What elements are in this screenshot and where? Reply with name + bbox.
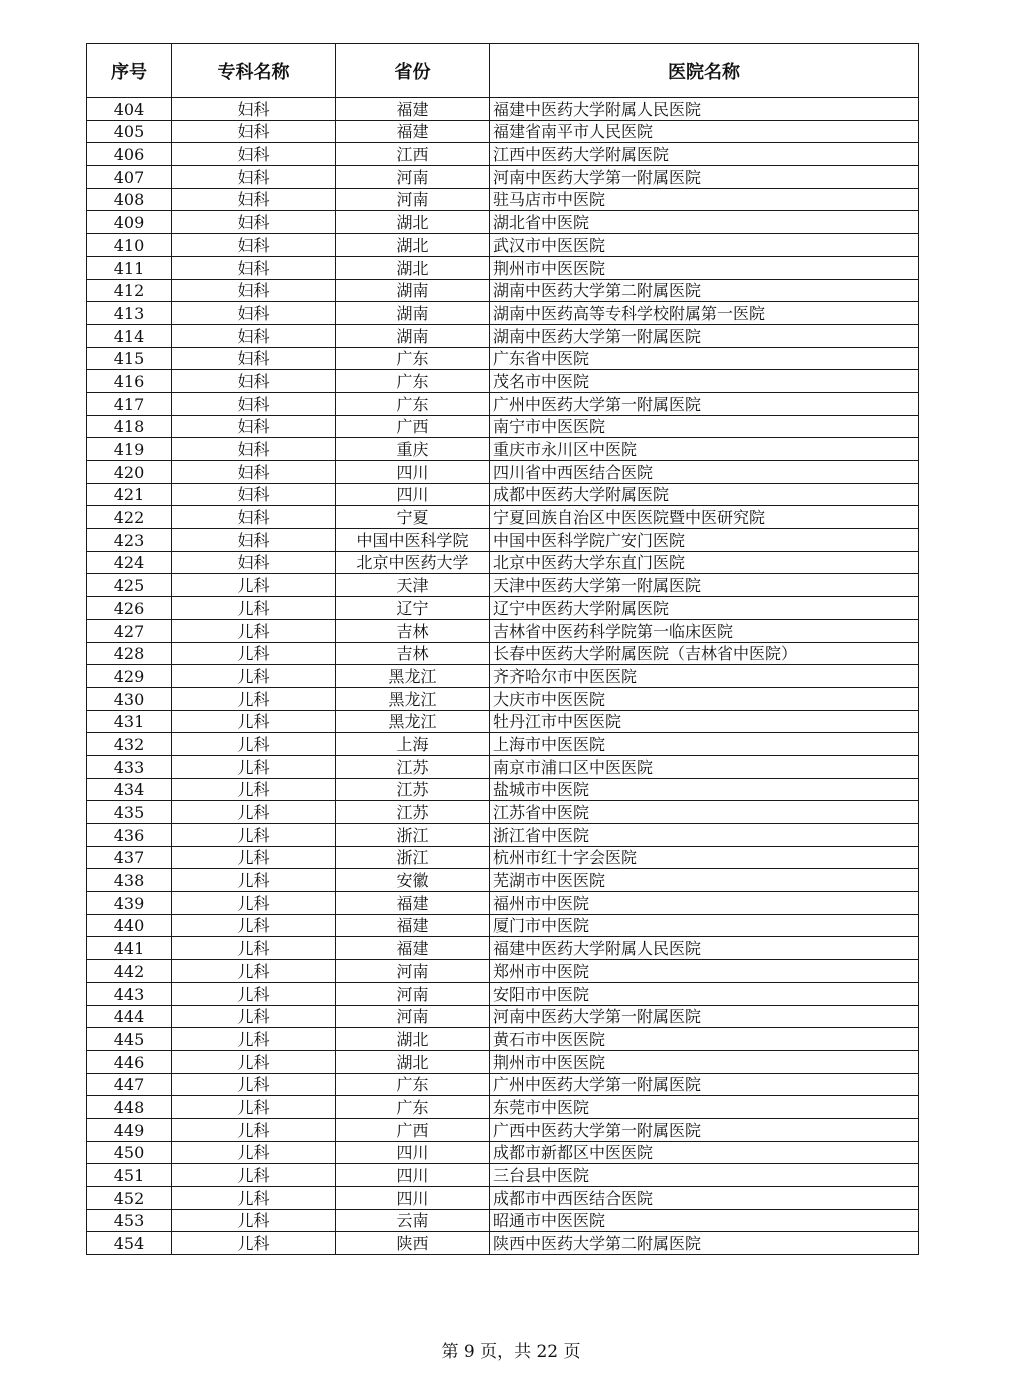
cell-serial-number: 443 — [87, 982, 172, 1005]
table-row — [87, 574, 919, 597]
cell-serial-number: 453 — [87, 1209, 172, 1232]
table-row — [87, 619, 919, 642]
table-row — [87, 370, 919, 393]
table-row — [87, 892, 919, 915]
cell-hospital-name: 三台县中医院 — [490, 1164, 919, 1187]
table-row — [87, 846, 919, 869]
cell-hospital-name: 湖南中医药大学第一附属医院 — [490, 324, 919, 347]
cell-province: 湖南 — [336, 324, 490, 347]
cell-serial-number: 431 — [87, 710, 172, 733]
cell-province: 湖北 — [336, 234, 490, 257]
cell-province: 河南 — [336, 960, 490, 983]
cell-hospital-name: 南京市浦口区中医医院 — [490, 755, 919, 778]
cell-specialty: 儿科 — [172, 892, 336, 915]
cell-specialty: 妇科 — [172, 461, 336, 484]
cell-specialty: 儿科 — [172, 824, 336, 847]
table-row — [87, 256, 919, 279]
cell-hospital-name: 吉林省中医药科学院第一临床医院 — [490, 619, 919, 642]
cell-serial-number: 433 — [87, 755, 172, 778]
cell-province: 上海 — [336, 733, 490, 756]
table-row — [87, 1005, 919, 1028]
table-row — [87, 551, 919, 574]
cell-province: 安徽 — [336, 869, 490, 892]
cell-specialty: 儿科 — [172, 1096, 336, 1119]
cell-hospital-name: 齐齐哈尔市中医医院 — [490, 665, 919, 688]
table-row — [87, 392, 919, 415]
cell-serial-number: 437 — [87, 846, 172, 869]
cell-serial-number: 438 — [87, 869, 172, 892]
cell-hospital-name: 牡丹江市中医医院 — [490, 710, 919, 733]
cell-province: 福建 — [336, 937, 490, 960]
cell-specialty: 妇科 — [172, 392, 336, 415]
table-row — [87, 1141, 919, 1164]
cell-specialty: 儿科 — [172, 733, 336, 756]
cell-serial-number: 405 — [87, 120, 172, 143]
cell-province: 四川 — [336, 1187, 490, 1210]
table-row — [87, 188, 919, 211]
cell-hospital-name: 荆州市中医医院 — [490, 256, 919, 279]
cell-hospital-name: 河南中医药大学第一附属医院 — [490, 1005, 919, 1028]
cell-specialty: 妇科 — [172, 98, 336, 121]
cell-specialty: 妇科 — [172, 506, 336, 529]
cell-province: 黑龙江 — [336, 687, 490, 710]
cell-hospital-name: 广西中医药大学第一附属医院 — [490, 1118, 919, 1141]
cell-specialty: 儿科 — [172, 1232, 336, 1255]
cell-hospital-name: 福建省南平市人民医院 — [490, 120, 919, 143]
cell-serial-number: 406 — [87, 143, 172, 166]
cell-province: 四川 — [336, 483, 490, 506]
cell-hospital-name: 辽宁中医药大学附属医院 — [490, 597, 919, 620]
cell-serial-number: 445 — [87, 1028, 172, 1051]
cell-province: 福建 — [336, 892, 490, 915]
table-row — [87, 1187, 919, 1210]
table-row — [87, 960, 919, 983]
table-row — [87, 733, 919, 756]
cell-province: 辽宁 — [336, 597, 490, 620]
cell-hospital-name: 大庆市中医医院 — [490, 687, 919, 710]
table-row — [87, 483, 919, 506]
cell-serial-number: 446 — [87, 1050, 172, 1073]
cell-specialty: 妇科 — [172, 120, 336, 143]
cell-serial-number: 410 — [87, 234, 172, 257]
table-row — [87, 1118, 919, 1141]
cell-serial-number: 451 — [87, 1164, 172, 1187]
cell-province: 湖北 — [336, 211, 490, 234]
cell-serial-number: 425 — [87, 574, 172, 597]
cell-province: 江西 — [336, 143, 490, 166]
cell-specialty: 妇科 — [172, 143, 336, 166]
cell-serial-number: 452 — [87, 1187, 172, 1210]
table-row — [87, 1050, 919, 1073]
cell-serial-number: 449 — [87, 1118, 172, 1141]
table-row — [87, 234, 919, 257]
cell-serial-number: 423 — [87, 529, 172, 552]
cell-serial-number: 434 — [87, 778, 172, 801]
cell-specialty: 儿科 — [172, 982, 336, 1005]
cell-serial-number: 411 — [87, 256, 172, 279]
cell-serial-number: 447 — [87, 1073, 172, 1096]
cell-province: 广东 — [336, 1096, 490, 1119]
cell-province: 吉林 — [336, 619, 490, 642]
cell-province: 湖南 — [336, 302, 490, 325]
cell-specialty: 妇科 — [172, 302, 336, 325]
cell-specialty: 妇科 — [172, 483, 336, 506]
cell-hospital-name: 福建中医药大学附属人民医院 — [490, 937, 919, 960]
cell-province: 福建 — [336, 98, 490, 121]
cell-province: 福建 — [336, 914, 490, 937]
cell-province: 重庆 — [336, 438, 490, 461]
cell-specialty: 妇科 — [172, 370, 336, 393]
cell-province: 河南 — [336, 188, 490, 211]
cell-specialty: 儿科 — [172, 914, 336, 937]
cell-serial-number: 415 — [87, 347, 172, 370]
cell-province: 江苏 — [336, 778, 490, 801]
cell-hospital-name: 湖北省中医院 — [490, 211, 919, 234]
cell-specialty: 儿科 — [172, 1005, 336, 1028]
cell-hospital-name: 武汉市中医医院 — [490, 234, 919, 257]
cell-province: 河南 — [336, 1005, 490, 1028]
table-row — [87, 506, 919, 529]
cell-province: 陕西 — [336, 1232, 490, 1255]
cell-serial-number: 430 — [87, 687, 172, 710]
cell-hospital-name: 浙江省中医院 — [490, 824, 919, 847]
table-row — [87, 801, 919, 824]
page-footer: 第 9 页，共 22 页 — [441, 1342, 581, 1362]
cell-specialty: 儿科 — [172, 665, 336, 688]
table-row — [87, 279, 919, 302]
cell-specialty: 儿科 — [172, 755, 336, 778]
cell-specialty: 儿科 — [172, 687, 336, 710]
cell-serial-number: 420 — [87, 461, 172, 484]
cell-hospital-name: 北京中医药大学东直门医院 — [490, 551, 919, 574]
cell-hospital-name: 茂名市中医院 — [490, 370, 919, 393]
cell-serial-number: 439 — [87, 892, 172, 915]
cell-serial-number: 419 — [87, 438, 172, 461]
cell-specialty: 儿科 — [172, 778, 336, 801]
cell-province: 中国中医科学院 — [336, 529, 490, 552]
table-row — [87, 869, 919, 892]
cell-hospital-name: 上海市中医医院 — [490, 733, 919, 756]
cell-province: 福建 — [336, 120, 490, 143]
table-row — [87, 143, 919, 166]
cell-hospital-name: 广州中医药大学第一附属医院 — [490, 1073, 919, 1096]
cell-hospital-name: 郑州市中医院 — [490, 960, 919, 983]
cell-serial-number: 421 — [87, 483, 172, 506]
cell-province: 湖北 — [336, 1028, 490, 1051]
cell-serial-number: 413 — [87, 302, 172, 325]
cell-province: 浙江 — [336, 846, 490, 869]
cell-specialty: 妇科 — [172, 256, 336, 279]
cell-province: 广东 — [336, 347, 490, 370]
cell-hospital-name: 江西中医药大学附属医院 — [490, 143, 919, 166]
table-row — [87, 438, 919, 461]
cell-specialty: 儿科 — [172, 937, 336, 960]
cell-hospital-name: 成都市中西医结合医院 — [490, 1187, 919, 1210]
header-province: 省份 — [336, 44, 490, 98]
cell-hospital-name: 湖南中医药大学第二附属医院 — [490, 279, 919, 302]
cell-specialty: 妇科 — [172, 188, 336, 211]
cell-hospital-name: 厦门市中医院 — [490, 914, 919, 937]
cell-serial-number: 407 — [87, 166, 172, 189]
table-row — [87, 98, 919, 121]
cell-hospital-name: 长春中医药大学附属医院（吉林省中医院） — [490, 642, 919, 665]
table-row — [87, 1028, 919, 1051]
cell-hospital-name: 南宁市中医医院 — [490, 415, 919, 438]
cell-specialty: 妇科 — [172, 415, 336, 438]
cell-serial-number: 408 — [87, 188, 172, 211]
cell-hospital-name: 四川省中西医结合医院 — [490, 461, 919, 484]
table-row — [87, 1209, 919, 1232]
table-row — [87, 1164, 919, 1187]
cell-province: 浙江 — [336, 824, 490, 847]
cell-province: 湖南 — [336, 279, 490, 302]
cell-specialty: 儿科 — [172, 1073, 336, 1096]
table-row — [87, 347, 919, 370]
cell-serial-number: 450 — [87, 1141, 172, 1164]
cell-province: 江苏 — [336, 801, 490, 824]
cell-specialty: 妇科 — [172, 529, 336, 552]
cell-hospital-name: 重庆市永川区中医院 — [490, 438, 919, 461]
cell-province: 湖北 — [336, 256, 490, 279]
cell-specialty: 儿科 — [172, 619, 336, 642]
cell-province: 广东 — [336, 392, 490, 415]
table-header-row — [87, 44, 919, 98]
cell-serial-number: 448 — [87, 1096, 172, 1119]
cell-hospital-name: 陕西中医药大学第二附属医院 — [490, 1232, 919, 1255]
cell-specialty: 儿科 — [172, 1028, 336, 1051]
cell-specialty: 妇科 — [172, 279, 336, 302]
cell-specialty: 儿科 — [172, 1187, 336, 1210]
header-serial-number: 序号 — [87, 44, 172, 98]
cell-specialty: 儿科 — [172, 869, 336, 892]
cell-serial-number: 454 — [87, 1232, 172, 1255]
header-specialty-name: 专科名称 — [172, 44, 336, 98]
cell-serial-number: 426 — [87, 597, 172, 620]
cell-specialty: 儿科 — [172, 801, 336, 824]
cell-specialty: 妇科 — [172, 551, 336, 574]
cell-province: 湖北 — [336, 1050, 490, 1073]
cell-serial-number: 418 — [87, 415, 172, 438]
cell-hospital-name: 宁夏回族自治区中医医院暨中医研究院 — [490, 506, 919, 529]
table-body — [87, 98, 919, 1255]
cell-hospital-name: 黄石市中医医院 — [490, 1028, 919, 1051]
cell-serial-number: 416 — [87, 370, 172, 393]
cell-province: 江苏 — [336, 755, 490, 778]
table-row — [87, 1073, 919, 1096]
cell-specialty: 儿科 — [172, 710, 336, 733]
cell-province: 河南 — [336, 982, 490, 1005]
cell-hospital-name: 荆州市中医医院 — [490, 1050, 919, 1073]
cell-hospital-name: 湖南中医药高等专科学校附属第一医院 — [490, 302, 919, 325]
cell-serial-number: 441 — [87, 937, 172, 960]
cell-hospital-name: 驻马店市中医院 — [490, 188, 919, 211]
table-row — [87, 120, 919, 143]
cell-hospital-name: 天津中医药大学第一附属医院 — [490, 574, 919, 597]
cell-hospital-name: 广东省中医院 — [490, 347, 919, 370]
table-row — [87, 914, 919, 937]
table-row — [87, 778, 919, 801]
cell-specialty: 儿科 — [172, 574, 336, 597]
cell-specialty: 妇科 — [172, 438, 336, 461]
cell-province: 四川 — [336, 1141, 490, 1164]
cell-specialty: 儿科 — [172, 1118, 336, 1141]
cell-serial-number: 424 — [87, 551, 172, 574]
table-row — [87, 302, 919, 325]
cell-serial-number: 422 — [87, 506, 172, 529]
cell-province: 广东 — [336, 1073, 490, 1096]
cell-specialty: 妇科 — [172, 211, 336, 234]
table-row — [87, 529, 919, 552]
cell-serial-number: 435 — [87, 801, 172, 824]
cell-serial-number: 442 — [87, 960, 172, 983]
cell-hospital-name: 江苏省中医院 — [490, 801, 919, 824]
cell-serial-number: 427 — [87, 619, 172, 642]
table-row — [87, 166, 919, 189]
cell-specialty: 妇科 — [172, 347, 336, 370]
cell-province: 北京中医药大学 — [336, 551, 490, 574]
cell-province: 宁夏 — [336, 506, 490, 529]
cell-hospital-name: 河南中医药大学第一附属医院 — [490, 166, 919, 189]
cell-serial-number: 436 — [87, 824, 172, 847]
cell-specialty: 儿科 — [172, 846, 336, 869]
table-row — [87, 937, 919, 960]
cell-province: 吉林 — [336, 642, 490, 665]
cell-specialty: 妇科 — [172, 324, 336, 347]
table-row — [87, 461, 919, 484]
cell-specialty: 儿科 — [172, 960, 336, 983]
table-row — [87, 665, 919, 688]
cell-specialty: 儿科 — [172, 1050, 336, 1073]
cell-specialty: 妇科 — [172, 166, 336, 189]
table-row — [87, 642, 919, 665]
cell-specialty: 儿科 — [172, 1209, 336, 1232]
cell-serial-number: 428 — [87, 642, 172, 665]
cell-province: 四川 — [336, 1164, 490, 1187]
cell-hospital-name: 安阳市中医院 — [490, 982, 919, 1005]
table-row — [87, 687, 919, 710]
table-row — [87, 324, 919, 347]
cell-hospital-name: 福州市中医院 — [490, 892, 919, 915]
cell-hospital-name: 成都中医药大学附属医院 — [490, 483, 919, 506]
cell-province: 天津 — [336, 574, 490, 597]
cell-province: 河南 — [336, 166, 490, 189]
hospital-table — [86, 43, 919, 1255]
table-row — [87, 982, 919, 1005]
cell-province: 广东 — [336, 370, 490, 393]
cell-province: 广西 — [336, 1118, 490, 1141]
cell-province: 黑龙江 — [336, 710, 490, 733]
cell-hospital-name: 昭通市中医医院 — [490, 1209, 919, 1232]
cell-hospital-name: 芜湖市中医医院 — [490, 869, 919, 892]
table-row — [87, 211, 919, 234]
table-row — [87, 415, 919, 438]
cell-hospital-name: 福建中医药大学附属人民医院 — [490, 98, 919, 121]
cell-hospital-name: 中国中医科学院广安门医院 — [490, 529, 919, 552]
cell-province: 黑龙江 — [336, 665, 490, 688]
table-row — [87, 710, 919, 733]
cell-specialty: 妇科 — [172, 234, 336, 257]
cell-province: 云南 — [336, 1209, 490, 1232]
table-row — [87, 755, 919, 778]
cell-serial-number: 444 — [87, 1005, 172, 1028]
table-row — [87, 824, 919, 847]
cell-hospital-name: 成都市新都区中医医院 — [490, 1141, 919, 1164]
cell-province: 四川 — [336, 461, 490, 484]
cell-province: 广西 — [336, 415, 490, 438]
table-row — [87, 597, 919, 620]
cell-hospital-name: 广州中医药大学第一附属医院 — [490, 392, 919, 415]
cell-serial-number: 414 — [87, 324, 172, 347]
cell-specialty: 儿科 — [172, 597, 336, 620]
header-hospital-name: 医院名称 — [490, 44, 919, 98]
cell-serial-number: 429 — [87, 665, 172, 688]
cell-serial-number: 412 — [87, 279, 172, 302]
cell-hospital-name: 东莞市中医院 — [490, 1096, 919, 1119]
cell-specialty: 儿科 — [172, 1141, 336, 1164]
cell-serial-number: 409 — [87, 211, 172, 234]
cell-serial-number: 404 — [87, 98, 172, 121]
table-row — [87, 1232, 919, 1255]
cell-hospital-name: 盐城市中医院 — [490, 778, 919, 801]
cell-specialty: 儿科 — [172, 642, 336, 665]
cell-serial-number: 417 — [87, 392, 172, 415]
cell-serial-number: 440 — [87, 914, 172, 937]
cell-specialty: 儿科 — [172, 1164, 336, 1187]
cell-hospital-name: 杭州市红十字会医院 — [490, 846, 919, 869]
table-row — [87, 1096, 919, 1119]
cell-serial-number: 432 — [87, 733, 172, 756]
